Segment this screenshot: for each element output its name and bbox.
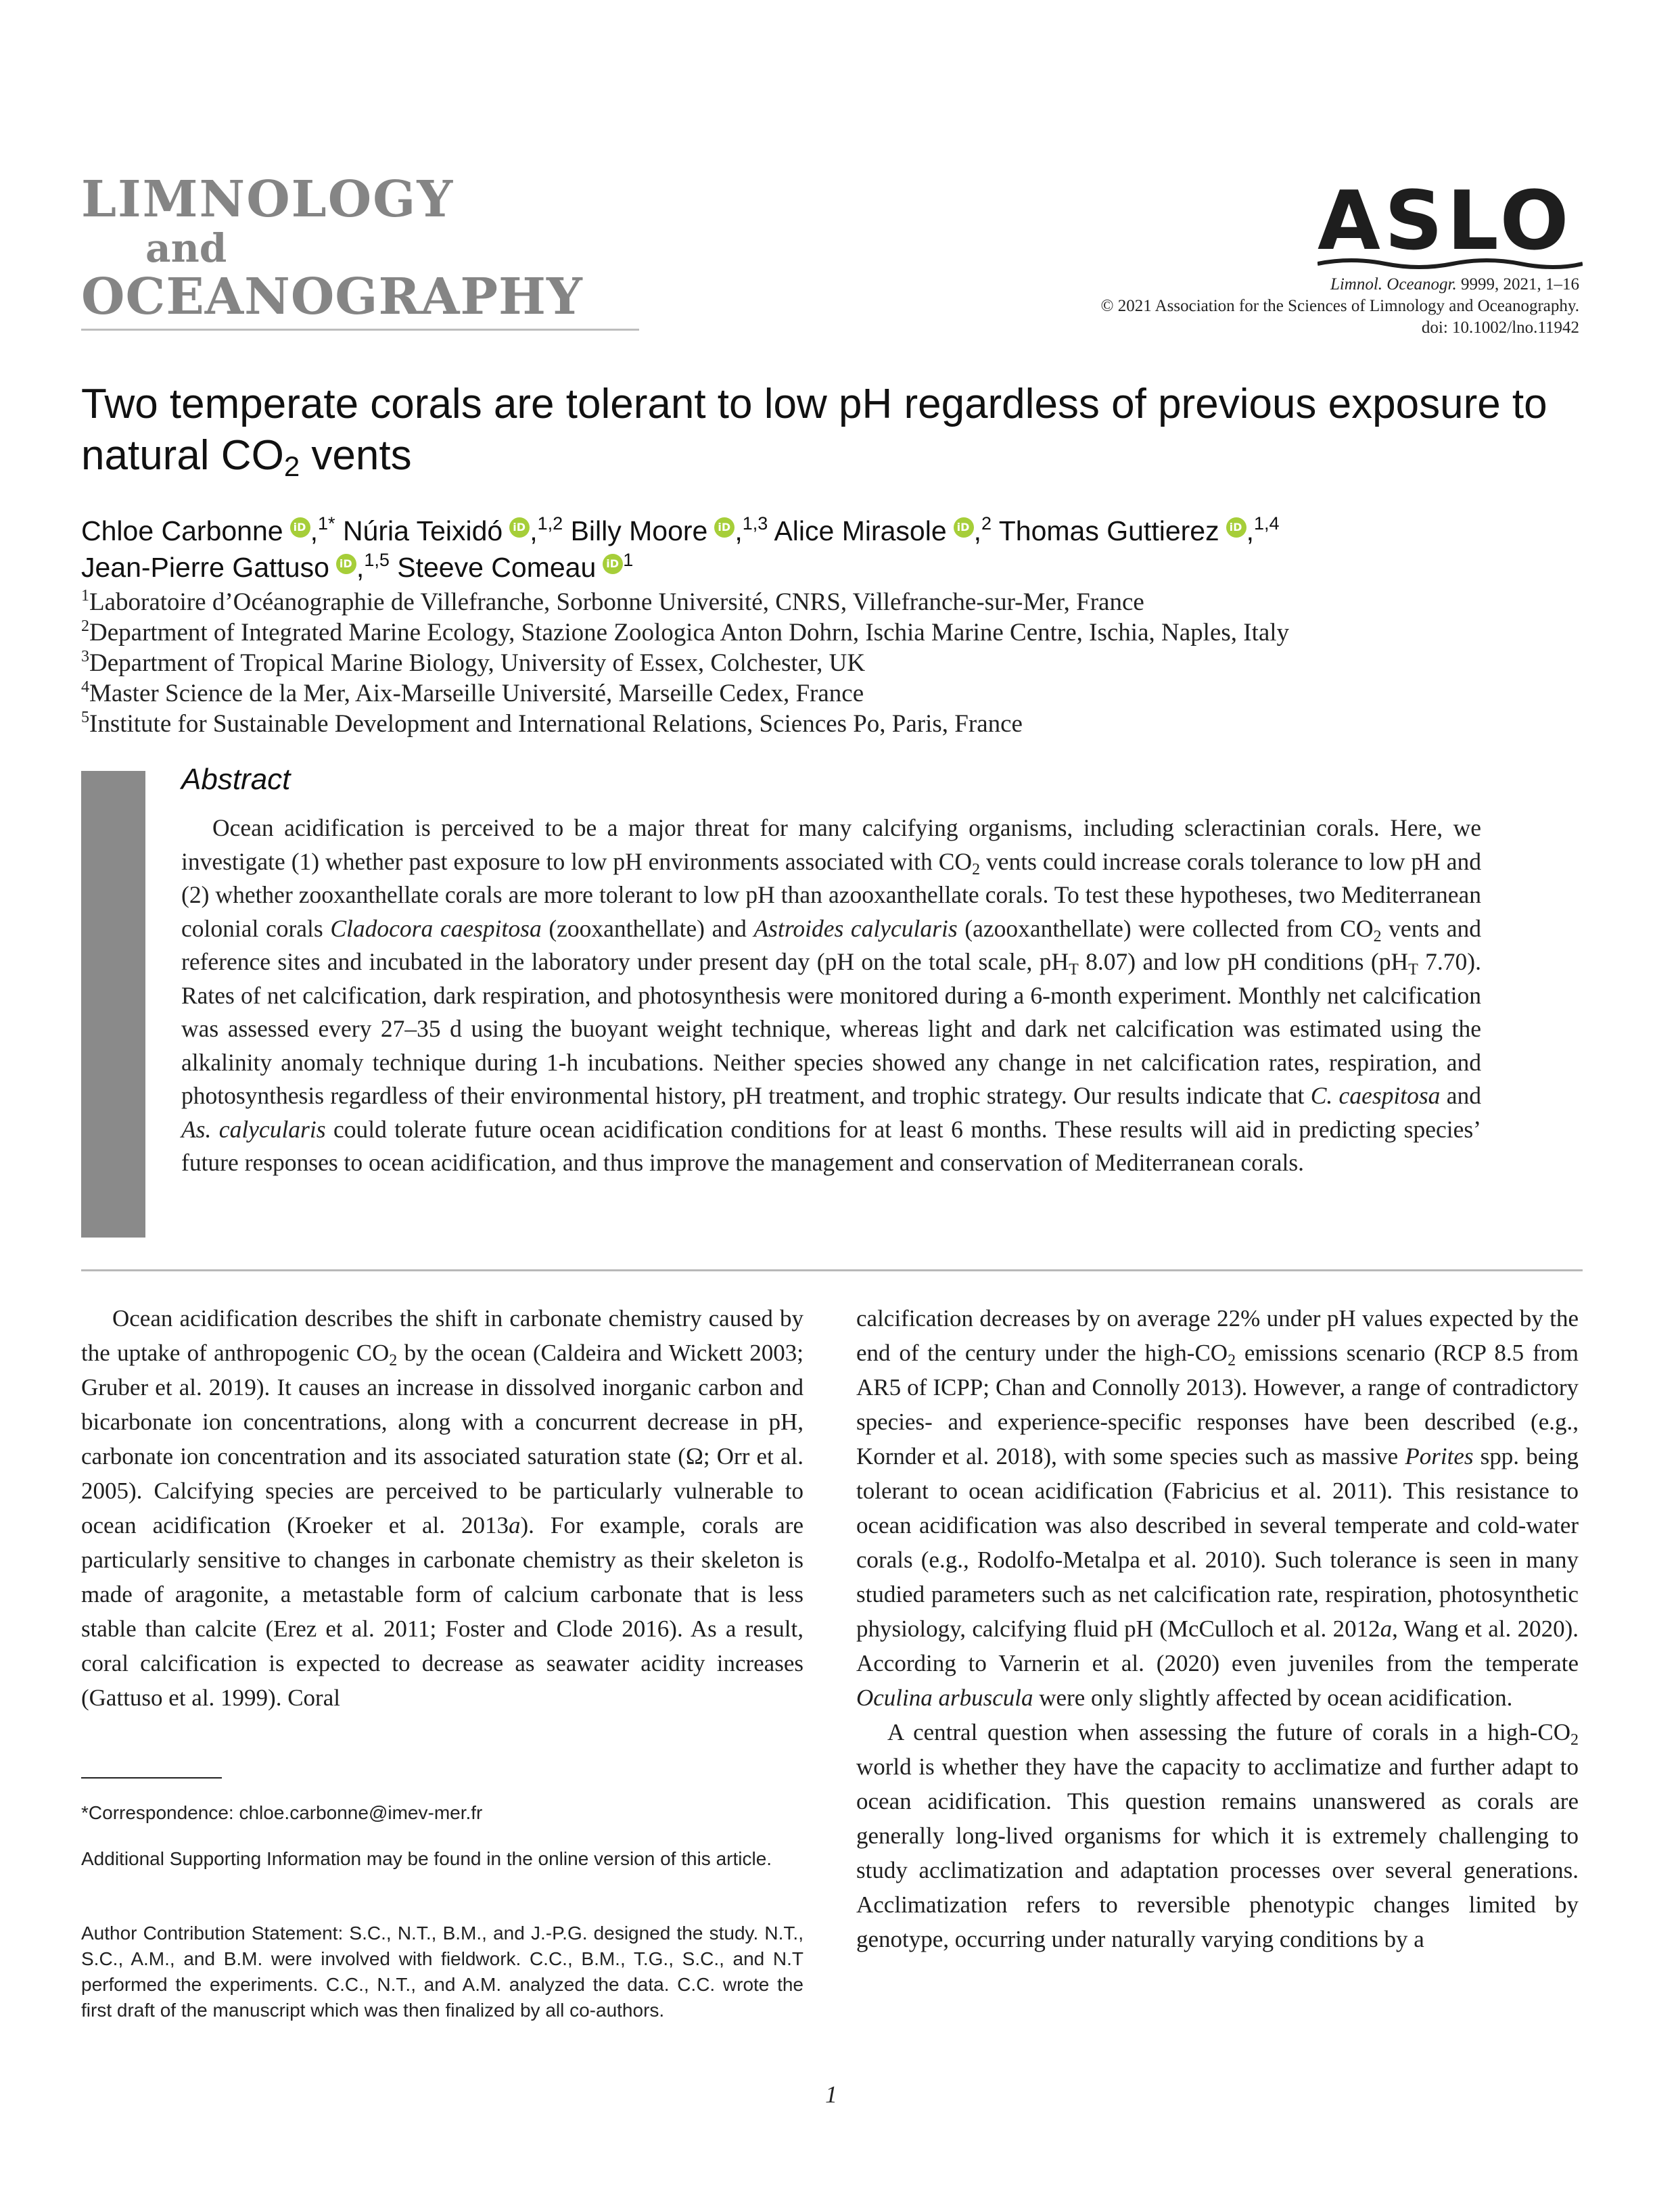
- body-left-column: [81, 1301, 803, 1715]
- author-name[interactable]: Billy Moore: [570, 515, 708, 546]
- orcid-icon[interactable]: [509, 517, 530, 538]
- affiliation-text: Laboratoire d’Océanographie de Villefranche, Sorbonne Université, CNRS, Villefranche-sur-Mer, France: [89, 588, 1144, 616]
- affiliation-text: Master Science de la Mer, Aix-Marseille Université, Marseille Cedex, France: [89, 680, 864, 707]
- abstract-sidebar-bar: [81, 771, 145, 1238]
- affiliation-number: 3: [81, 648, 89, 665]
- species-name: Cladocora caespitosa: [330, 914, 542, 942]
- journal-logo: [81, 170, 583, 326]
- body-paragraph: Ocean acidification describes the shift in carbonate chemistry caused by the uptake of anthropogenic $CO_2$ by the ocean (Caldeira and Wickett 2003; Gruber et al. 2019). It causes an increase in dissolved inorganic carbon and bicarbonate ion concentrations, along with a concurrent decrease in pH, carbonate ion concentration and its associated saturation state (Ω; Orr et al. 2005). Calcifying species are perceived to be particularly vulnerable to ocean acidification (Kroeker et al. 2013a). For example, corals are particularly sensitive to changes in carbonate chemistry as their skeleton is made of aragonite, a metastable form of calcium carbonate that is less stable than calcite (Erez et al. 2011; Foster and Clode 2016). As a result, coral calcification is expected to decrease as seawater acidity increases (Gattuso et al. 1999). Coral: [81, 1305, 803, 1711]
- abstract-body: Ocean acidification is perceived to be a major threat for many calcifying organisms, including scleractinian corals. Here, we investigate (1) whether past exposure to low pH environments associated with $CO_2$ vents could increase corals tolerance to low pH and (2) whether zooxanthellate corals are more tolerant to low pH than azooxanthellate corals. To test these hypotheses, two Mediterranean colonial corals Cladocora caespitosa (zooxanthellate) and Astroides calycularis (azooxanthellate) were collected from $CO_2$ vents and reference sites and incubated in the laboratory under present day (pH on the total scale, $pH_T$ 8.07) and low pH conditions ($pH_T$ 7.70). Rates of net calcification, dark respiration, and photosynthesis were monitored during a 6-month experiment. Monthly net calcification was assessed every 27–35 d using the buoyant weight technique, whereas light and dark net calcification was estimated using the alkalinity anomaly technique during 1-h incubations. Neither species showed any change in net calcification rates, respiration, and photosynthesis regardless of their environmental history, pH treatment, and trophic strategy. Our results indicate that C. caespitosa and As. calycularis could tolerate future ocean acidification conditions for at least 6 months. These results will aid in predicting species’ future responses to ocean acidification, and thus improve the management and conservation of Mediterranean corals.: [181, 814, 1481, 1176]
- page-number: 1: [825, 2081, 837, 2108]
- article-title: [81, 379, 1596, 481]
- journal-logo-line3: OCEANOGRAPHY: [81, 268, 583, 326]
- author-name[interactable]: Chloe Carbonne: [81, 515, 283, 546]
- affiliation-item: [81, 709, 1596, 739]
- abstract-heading: Abstract: [181, 763, 291, 796]
- author-contribution-footnote: Author Contribution Statement: S.C., N.T., B.M., and J.-P.G. designed the study. N.T., S.C., A.M., and B.M. were involved with fieldwork. C.C., B.M., T.G., S.C., and N.T performed the experiments. C.C., N.T., and A.M. analyzed the data. C.C. wrote the first draft of the manuscript which was then finalized by all co-authors.: [81, 1923, 803, 2021]
- citation-line: [1101, 274, 1579, 296]
- doi[interactable]: doi: 10.1002/lno.11942: [1421, 319, 1579, 337]
- species-name: As. calycularis: [181, 1115, 326, 1143]
- correspondence-footnote[interactable]: *Correspondence: chloe.carbonne@imev-mer.fr: [81, 1802, 483, 1823]
- author-affil-marker: 1,3: [742, 513, 768, 534]
- volume-info: 9999, 2021, 1–16: [1461, 275, 1579, 293]
- author-name[interactable]: Steeve Comeau: [397, 552, 597, 583]
- author-name[interactable]: Thomas Guttierez: [998, 515, 1219, 546]
- affiliation-text: Department of Integrated Marine Ecology, Stazione Zoologica Anton Dohrn, Ischia Marine Centre, Ischia, Naples, Italy: [89, 619, 1290, 646]
- affiliation-number: 4: [81, 678, 89, 696]
- aslo-logo-text: ASLO: [1318, 174, 1573, 268]
- orcid-icon[interactable]: [336, 554, 356, 574]
- journal-logo-line1: LIMNOLOGY: [81, 170, 455, 229]
- author-affil-marker: 1,2: [537, 513, 563, 534]
- author-name[interactable]: Alice Mirasole: [774, 515, 947, 546]
- title-text-end: vents: [300, 432, 412, 479]
- title-text: Two temperate corals are tolerant to low pH regardless of previous exposure to natural CO: [81, 381, 1547, 479]
- affiliation-item: [81, 648, 1596, 678]
- citation-block: [1101, 274, 1579, 339]
- author-affil-marker: 1,5: [364, 550, 390, 570]
- affiliations: [81, 587, 1596, 739]
- author-name[interactable]: Jean-Pierre Gattuso: [81, 552, 329, 583]
- author-affil-marker: 1: [623, 550, 634, 570]
- aslo-wave-icon: [1318, 249, 1583, 269]
- copyright: © 2021 Association for the Sciences of Limnology and Oceanography.: [1100, 297, 1579, 315]
- journal-abbrev: Limnol. Oceanogr.: [1330, 275, 1457, 293]
- body-paragraph: A central question when assessing the future of corals in a high-$CO_2$ world is whether they have the capacity to acclimatize and further adapt to ocean acidification. This question remains unanswered as corals are generally long-lived organisms for which it is extremely challenging to study acclimatization and adaptation processes over several generations. Acclimatization refers to reversible phenotypic changes limited by genotype, occurring under naturally varying conditions by a: [856, 1719, 1579, 1952]
- affiliation-text: Institute for Sustainable Development and International Relations, Sciences Po, Paris, France: [89, 710, 1023, 738]
- species-name: Astroides calycularis: [753, 914, 958, 942]
- species-name: C. caespitosa: [1310, 1082, 1441, 1109]
- affiliation-number: 5: [81, 709, 89, 726]
- affiliation-text: Department of Tropical Marine Biology, University of Essex, Colchester, UK: [89, 649, 866, 677]
- author-name[interactable]: Núria Teixidó: [342, 515, 503, 546]
- author-affil-marker: 2: [981, 513, 992, 534]
- orcid-icon[interactable]: [714, 517, 735, 538]
- affiliation-number: 2: [81, 617, 89, 635]
- orcid-icon[interactable]: [290, 517, 310, 538]
- journal-logo-line2: and: [145, 225, 227, 271]
- orcid-icon[interactable]: [1226, 517, 1246, 538]
- author-list: Chloe CarbonneiD ,$^{1*}$ Núria TeixidóiD ,$^{1,2}$ Billy MooreiD ,$^{1,3}$ Alice MirasoleiD ,$^2$ Thomas GuttiereziD ,$^{1,4}$ Jean-Pierre GattusoiD ,$^{1,5}$ Steeve ComeauiD $^1$: [81, 513, 1596, 586]
- affiliation-number: 1: [81, 587, 89, 605]
- supporting-info-footnote: Additional Supporting Information may be found in the online version of this article.: [81, 1848, 772, 1869]
- aslo-logo: [1318, 174, 1583, 269]
- header-divider: [81, 329, 639, 331]
- orcid-icon[interactable]: [954, 517, 974, 538]
- affiliation-item: [81, 678, 1596, 709]
- abstract-divider: [81, 1269, 1583, 1271]
- body-paragraph: calcification decreases by on average 22% under pH values expected by the end of the century under the high-$CO_2$ emissions scenario (RCP 8.5 from AR5 of ICPP; Chan and Connolly 2013). However, a range of contradictory species- and experience-specific responses have been described (e.g., Kornder et al. 2018), with some species such as massive Porites spp. being tolerant to ocean acidification (Fabricius et al. 2011). This resistance to ocean acidification was also described in several temperate and cold-water corals (e.g., Rodolfo-Metalpa et al. 2010). Such tolerance is seen in many studied parameters such as net calcification rate, respiration, photosynthetic physiology, calcifying fluid pH (McCulloch et al. 2012a, Wang et al. 2020). According to Varnerin et al. (2020) even juveniles from the temperate Oculina arbuscula were only slightly affected by ocean acidification.: [856, 1305, 1579, 1711]
- affiliation-item: [81, 617, 1596, 648]
- orcid-icon[interactable]: [603, 554, 623, 574]
- affiliation-item: [81, 587, 1596, 617]
- author-affil-marker: 1,4: [1253, 513, 1280, 534]
- author-affil-marker: 1*: [318, 513, 335, 534]
- title-subscript: 2: [283, 450, 300, 482]
- footnote-divider: [81, 1777, 222, 1779]
- body-right-column: [856, 1301, 1579, 1956]
